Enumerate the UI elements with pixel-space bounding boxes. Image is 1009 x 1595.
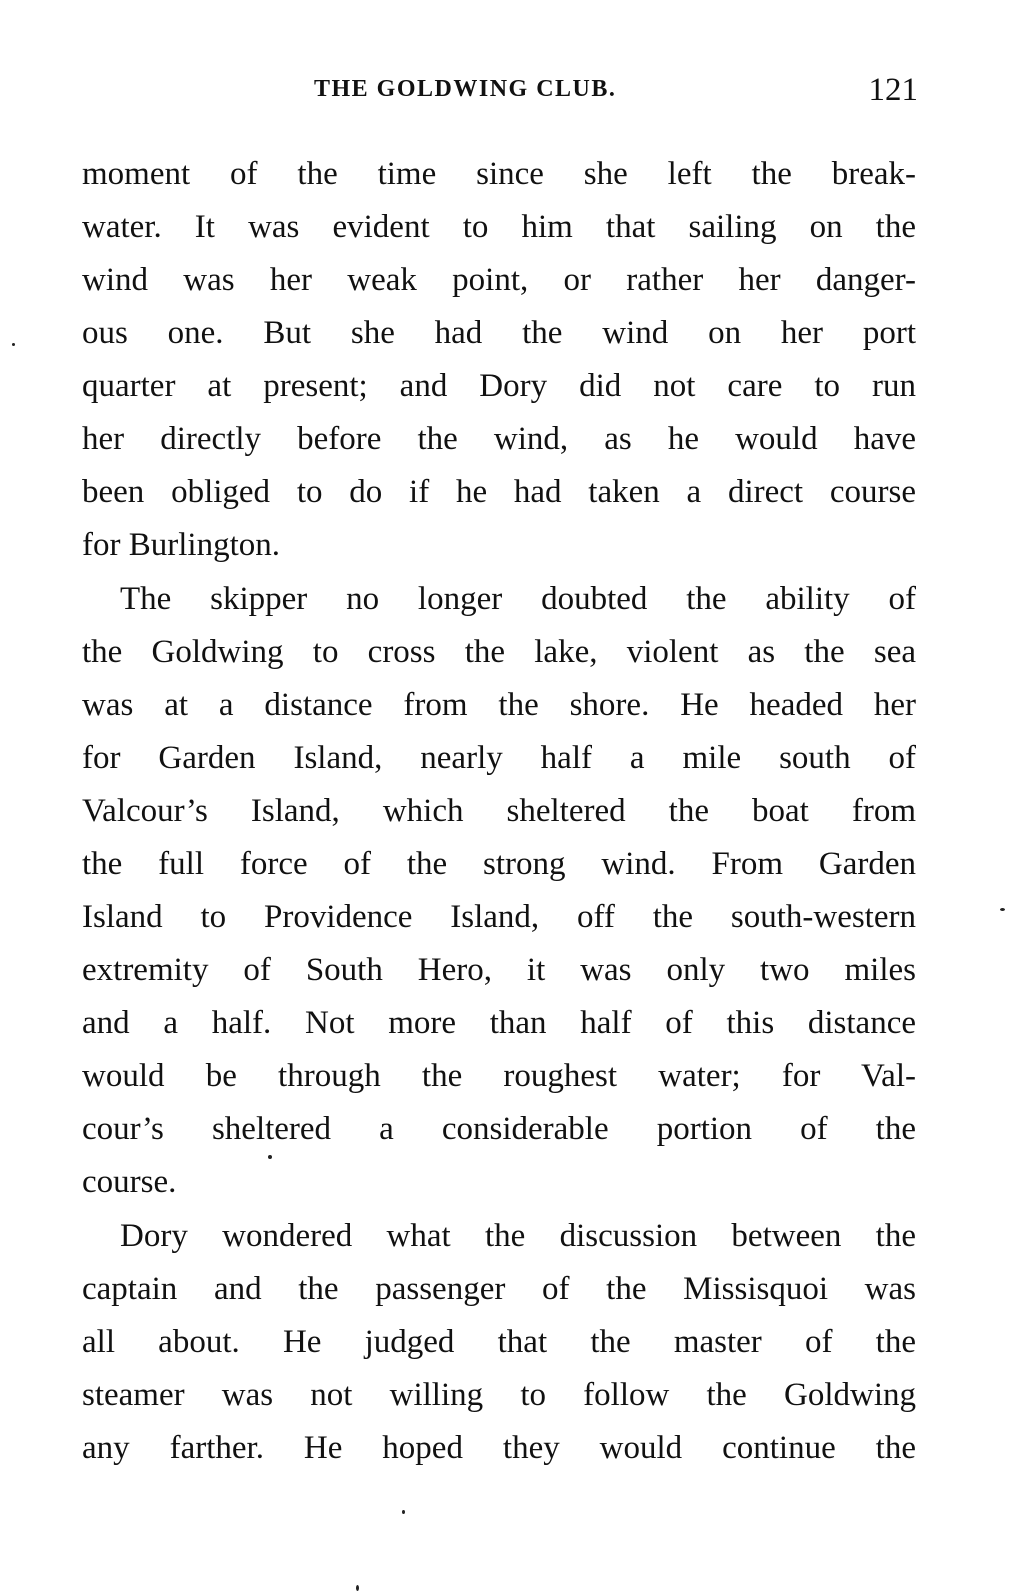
scan-speck <box>12 343 15 346</box>
text-line: course. <box>82 1164 177 1200</box>
text-line: moment of the time since she left the break- <box>82 156 916 192</box>
scan-speck <box>402 1510 405 1514</box>
page-number: 121 <box>868 72 918 108</box>
text-line: been obliged to do if he had taken a direct course <box>82 474 916 510</box>
text-line: for Garden Island, nearly half a mile south of <box>82 740 916 776</box>
text-line: ous one. But she had the wind on her port <box>82 315 916 351</box>
text-line: was at a distance from the shore. He headed her <box>82 687 916 723</box>
text-line: any farther. He hoped they would continue the <box>82 1430 916 1466</box>
text-line: would be through the roughest water; for Val- <box>82 1058 916 1094</box>
running-title: THE GOLDWING CLUB. <box>314 76 617 102</box>
text-line: all about. He judged that the master of the <box>82 1324 916 1360</box>
body-text <box>82 148 916 1476</box>
text-line: the full force of the strong wind. From Garden <box>82 846 916 882</box>
text-line: Island to Providence Island, off the south-western <box>82 899 916 935</box>
text-line: for Burlington. <box>82 527 280 563</box>
paragraph-2 <box>82 573 916 1209</box>
text-line: water. It was evident to him that sailing on the <box>82 209 916 245</box>
paragraph-1 <box>82 148 916 572</box>
text-line: quarter at present; and Dory did not care to run <box>82 368 916 404</box>
text-line: The skipper no longer doubted the ability of <box>120 581 916 617</box>
text-line: steamer was not willing to follow the Goldwing <box>82 1377 916 1413</box>
text-line: wind was her weak point, or rather her danger- <box>82 262 916 298</box>
text-line: captain and the passenger of the Missisquoi was <box>82 1271 916 1307</box>
text-line: the Goldwing to cross the lake, violent as the sea <box>82 634 916 670</box>
text-line: cour’s sheltered a considerable portion of the <box>82 1111 916 1147</box>
scan-speck <box>268 1155 272 1159</box>
scan-speck <box>356 1585 359 1591</box>
scan-speck <box>1000 908 1005 911</box>
text-line: Dory wondered what the discussion between the <box>120 1218 916 1254</box>
text-line: extremity of South Hero, it was only two miles <box>82 952 916 988</box>
text-line: and a half. Not more than half of this distance <box>82 1005 916 1041</box>
text-line: her directly before the wind, as he would have <box>82 421 916 457</box>
text-line: Valcour’s Island, which sheltered the boat from <box>82 793 916 829</box>
paragraph-3 <box>82 1210 916 1475</box>
running-header <box>82 72 918 112</box>
